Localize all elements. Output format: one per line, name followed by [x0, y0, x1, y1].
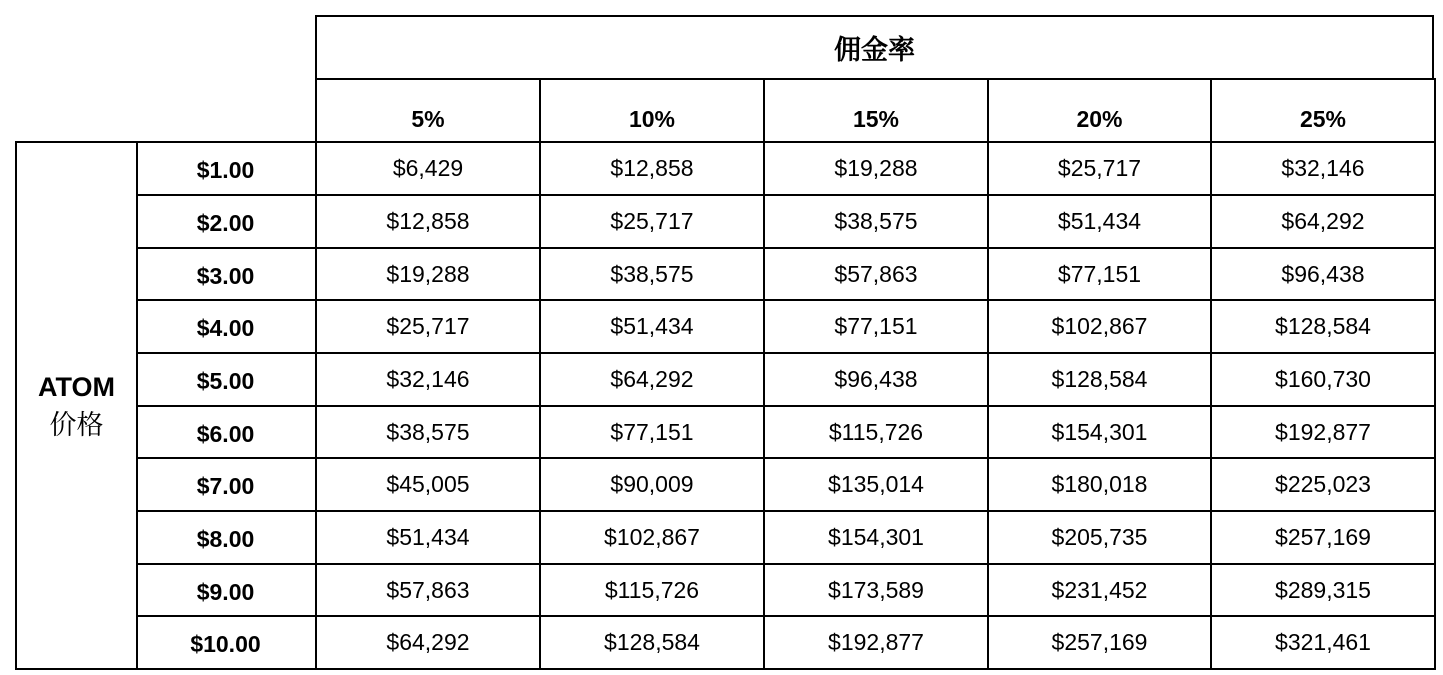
table-cell: $225,023 [1210, 457, 1436, 512]
table-cell: $192,877 [1210, 405, 1436, 459]
table-cell: $115,726 [763, 405, 989, 459]
table-cell: $51,434 [987, 194, 1212, 249]
table-cell: $64,292 [1210, 194, 1436, 249]
table-cell: $257,169 [987, 615, 1212, 670]
price-label: $2.00 [136, 194, 317, 249]
rate-header: 5% [315, 78, 541, 143]
table-cell: $154,301 [987, 405, 1212, 459]
table-cell: $25,717 [539, 194, 765, 249]
table-cell: $51,434 [539, 299, 765, 354]
table-cell: $57,863 [763, 247, 989, 301]
table-cell: $12,858 [315, 194, 541, 249]
price-label: $6.00 [136, 405, 317, 459]
table-cell: $102,867 [987, 299, 1212, 354]
column-group-title: 佣金率 [315, 15, 1434, 80]
table-cell: $77,151 [763, 299, 989, 354]
table-cell: $128,584 [987, 352, 1212, 407]
table-cell: $135,014 [763, 457, 989, 512]
table-cell: $173,589 [763, 563, 989, 617]
table-cell: $128,584 [539, 615, 765, 670]
table-cell: $77,151 [987, 247, 1212, 301]
table-cell: $38,575 [763, 194, 989, 249]
price-label: $3.00 [136, 247, 317, 301]
price-label: $9.00 [136, 563, 317, 617]
table-cell: $25,717 [315, 299, 541, 354]
rate-header: 10% [539, 78, 765, 143]
table-cell: $96,438 [1210, 247, 1436, 301]
table-cell: $231,452 [987, 563, 1212, 617]
table-cell: $321,461 [1210, 615, 1436, 670]
table-cell: $64,292 [315, 615, 541, 670]
table-cell: $19,288 [315, 247, 541, 301]
row-group-title-line2: 价格 [49, 409, 104, 440]
table-cell: $102,867 [539, 510, 765, 565]
rate-header: 20% [987, 78, 1212, 143]
table-cell: $38,575 [315, 405, 541, 459]
table-cell: $180,018 [987, 457, 1212, 512]
price-label: $10.00 [136, 615, 317, 670]
row-group-title [15, 141, 138, 670]
table-cell: $77,151 [539, 405, 765, 459]
table-cell: $257,169 [1210, 510, 1436, 565]
rate-header: 25% [1210, 78, 1436, 143]
table-cell: $12,858 [539, 141, 765, 196]
table-cell: $128,584 [1210, 299, 1436, 354]
price-label: $8.00 [136, 510, 317, 565]
table-cell: $57,863 [315, 563, 541, 617]
price-label: $4.00 [136, 299, 317, 354]
table-cell: $38,575 [539, 247, 765, 301]
table-cell: $96,438 [763, 352, 989, 407]
table-cell: $154,301 [763, 510, 989, 565]
table-cell: $32,146 [1210, 141, 1436, 196]
table-cell: $90,009 [539, 457, 765, 512]
row-group-title-line1: ATOM [38, 371, 115, 402]
table-cell: $19,288 [763, 141, 989, 196]
table-cell: $45,005 [315, 457, 541, 512]
price-label: $5.00 [136, 352, 317, 407]
table-cell: $160,730 [1210, 352, 1436, 407]
rate-header: 15% [763, 78, 989, 143]
table-cell: $192,877 [763, 615, 989, 670]
table-cell: $289,315 [1210, 563, 1436, 617]
table-cell: $205,735 [987, 510, 1212, 565]
table-cell: $25,717 [987, 141, 1212, 196]
table-cell: $6,429 [315, 141, 541, 196]
table-cell: $32,146 [315, 352, 541, 407]
table-cell: $51,434 [315, 510, 541, 565]
price-label: $7.00 [136, 457, 317, 512]
price-label: $1.00 [136, 141, 317, 196]
table-cell: $115,726 [539, 563, 765, 617]
table-cell: $64,292 [539, 352, 765, 407]
